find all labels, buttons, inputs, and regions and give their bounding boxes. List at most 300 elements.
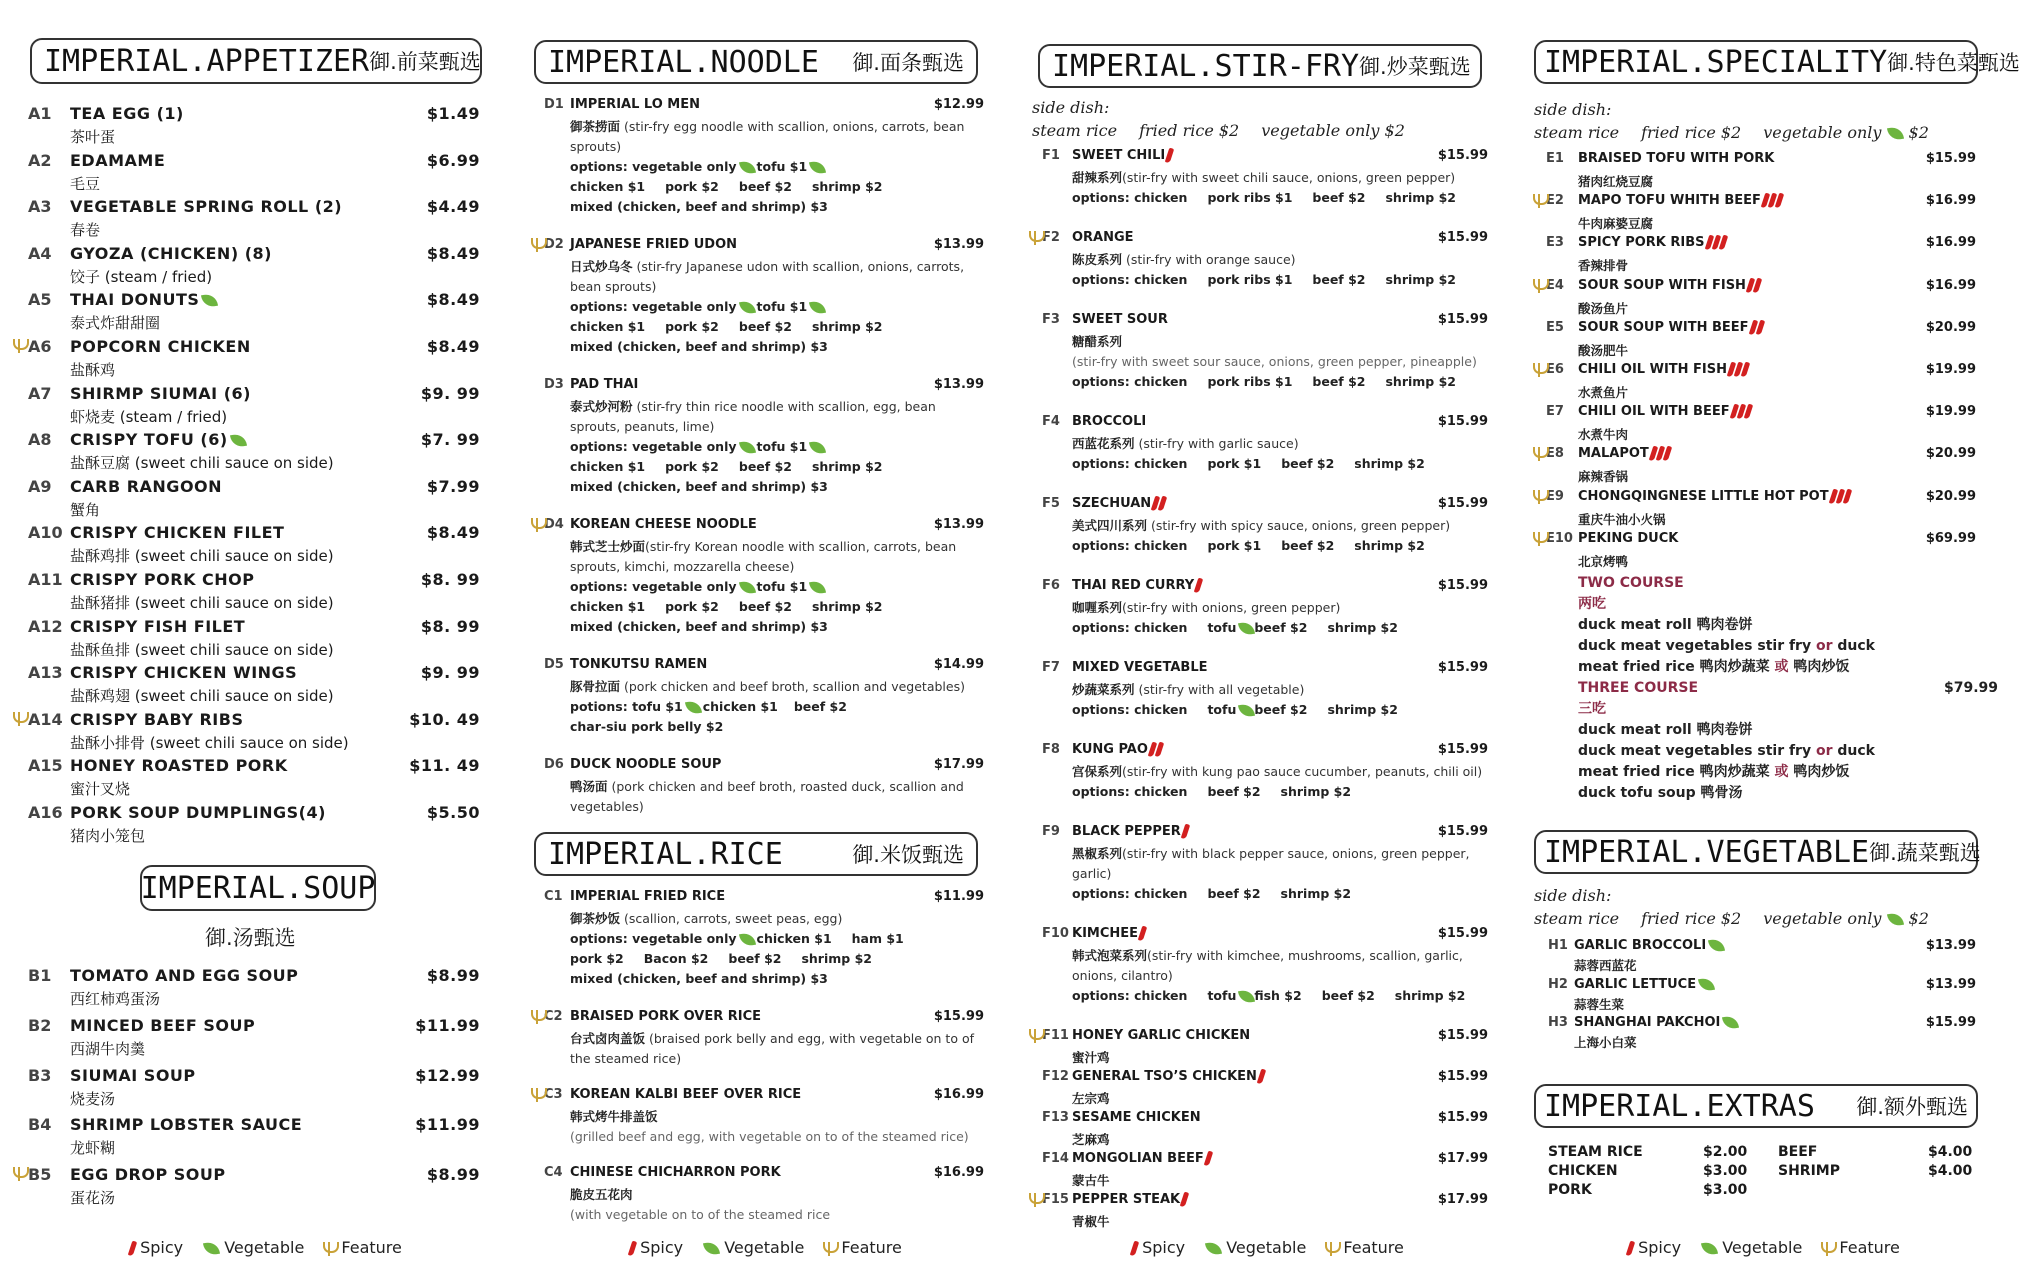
item-name: [1072, 230, 1134, 245]
item-details: [1072, 946, 1492, 1006]
item-name: [70, 384, 251, 403]
item-name: [1578, 489, 1850, 504]
vegetable-icon: [739, 160, 756, 175]
item-name-cn: 台式卤肉盖饭: [570, 1031, 646, 1046]
item-code: F5: [1042, 496, 1060, 511]
option: shrimp $2: [1327, 620, 1398, 635]
vegetable-icon: [739, 932, 756, 947]
item-name-text: PEPPER STEAK: [1072, 1192, 1181, 1207]
item-code: H2: [1548, 976, 1568, 992]
side-vegetable-only: vegetable only: [1763, 909, 1882, 928]
stirfry-title: IMPERIAL.STIR-FRY: [1052, 48, 1360, 84]
item-options: [1072, 618, 1492, 638]
item-code: A4: [28, 243, 52, 263]
item-price: $8.49: [426, 290, 480, 310]
item-name: [70, 244, 272, 263]
side-fried-rice: fried rice $2: [1139, 121, 1240, 140]
feature-icon: [1532, 532, 1546, 546]
item-description: (stir-fry with onions, green pepper): [1122, 600, 1341, 615]
item-details: [570, 1029, 990, 1069]
item-name-cn: 龙虾糊: [70, 1139, 116, 1158]
item-details: [1574, 1033, 1994, 1053]
option: ham $1: [851, 931, 904, 946]
item-details: [1578, 172, 1998, 192]
item-code: D4: [544, 517, 564, 532]
extra-price: $3.00: [1703, 1182, 1748, 1198]
item-code: F1: [1042, 148, 1060, 163]
item-description: (stir-fry egg noodle with scallion, onions, carrots, bean sprouts): [570, 119, 965, 154]
item-price: $8.49: [426, 243, 480, 263]
option: beef $2: [728, 951, 782, 966]
item-description: (stir-fry thin rice noodle with scallion, egg, bean sprouts, peanuts, lime): [570, 399, 936, 434]
item-code: F12: [1042, 1069, 1069, 1084]
item-name-cn: 陈皮系列: [1072, 252, 1123, 267]
option: pork $2: [665, 599, 719, 614]
item-name-cn: 韩式烤牛排盖饭: [570, 1109, 658, 1124]
item-description: (pork chicken and beef broth, roasted duck, scallion and vegetables): [570, 779, 964, 814]
item-name-text: MINCED BEEF SOUP: [70, 1015, 256, 1035]
item-name: [1072, 148, 1172, 163]
item-name: PAD THAI: [570, 377, 639, 392]
side-vegetable-price: $2: [1908, 909, 1929, 928]
item-name-cn: 蟹角: [70, 500, 101, 519]
option: tofu: [1207, 702, 1237, 717]
three-course-label: THREE COURSE: [1578, 680, 1699, 696]
item-name-cn: 鸭汤面: [570, 779, 608, 794]
item-details: [1578, 341, 1998, 361]
option: shrimp $2: [1354, 538, 1425, 553]
item-name-text: CRISPY CHICKEN WINGS: [70, 663, 298, 683]
three-course-label-cn: 三吃: [1578, 701, 1606, 717]
item-name: [1072, 660, 1207, 675]
feature-icon: [1324, 1242, 1338, 1256]
vegetable-icon: [739, 300, 756, 315]
item-name-cn: 盐酥鸡翅 (sweet chili sauce on side): [70, 687, 334, 706]
item-price: $69.99: [1925, 530, 1976, 546]
item-name-cn: 上海小白菜: [1574, 1035, 1637, 1050]
three-course-line: duck meat roll 鸭肉卷饼: [1578, 722, 1753, 738]
item-name-text: BRAISED TOFU WITH PORK: [1578, 151, 1775, 166]
item-name: [70, 1066, 196, 1085]
item-price: $10. 49: [409, 709, 480, 729]
option: beef $2: [1281, 538, 1335, 553]
item-name-cn: 猪肉小笼包: [70, 827, 146, 845]
item-code: B2: [28, 1015, 52, 1035]
item-name-text: SWEET CHILI: [1072, 148, 1166, 163]
item-code: F10: [1042, 926, 1069, 941]
item-code: E8: [1546, 446, 1564, 462]
item-price: $13.99: [933, 377, 984, 392]
item-name: [70, 1165, 226, 1184]
option: options: chicken: [1072, 702, 1188, 717]
item-name: [1072, 1151, 1211, 1166]
feature-icon: [530, 1010, 544, 1024]
item-name: [1072, 824, 1188, 839]
item-name: [1574, 938, 1724, 953]
item-name-text: THAI RED CURRY: [1072, 578, 1195, 593]
item-price: $13.99: [933, 517, 984, 532]
item-name-cn: 青椒牛: [1072, 1214, 1110, 1229]
side-dish-label: side dish:: [1032, 98, 1110, 117]
item-price: $13.99: [933, 237, 984, 252]
item-details: [1578, 467, 1998, 487]
option: shrimp $2: [811, 179, 883, 194]
option: pork $2: [570, 951, 624, 966]
item-name-cn: 左宗鸡: [1072, 1091, 1110, 1106]
item-details: [1072, 332, 1492, 392]
option: beef $2: [738, 599, 792, 614]
item-details: [570, 909, 990, 989]
option: options: vegetable only: [570, 439, 737, 454]
item-options: [1072, 188, 1492, 208]
extra-price: $4.00: [1928, 1144, 1973, 1160]
vegetable-icon: [1701, 1241, 1718, 1256]
item-price: $9. 99: [420, 663, 480, 683]
item-name-cn: 盐酥鸡排 (sweet chili sauce on side): [70, 547, 334, 566]
noodle-title-cn: 御.面条甄选: [852, 51, 964, 75]
item-name-text: GARLIC LETTUCE: [1574, 976, 1697, 992]
item-name: [70, 104, 184, 123]
item-code: H3: [1548, 1015, 1568, 1030]
item-name-cn: 虾烧麦 (steam / fried): [70, 407, 228, 426]
option: beef $2: [1207, 886, 1261, 901]
item-price: $15.99: [1437, 230, 1488, 245]
item-price: $15.99: [1925, 151, 1976, 166]
item-name-text: CRISPY FISH FILET: [70, 616, 246, 636]
item-code: A3: [28, 197, 52, 217]
speciality-side-dish: [1534, 98, 1951, 144]
item-price: $12.99: [415, 1065, 480, 1085]
item-name-text: SIUMAI SOUP: [70, 1065, 196, 1085]
extra-name: PORK: [1548, 1182, 1592, 1198]
option: shrimp $2: [1385, 190, 1456, 205]
item-name-text: TOMATO AND EGG SOUP: [70, 966, 299, 985]
option: tofu $1: [756, 299, 808, 314]
item-code: E7: [1546, 404, 1564, 420]
item-price: $13.99: [1925, 938, 1976, 953]
vegetable-icon: [1698, 976, 1715, 991]
item-options: [1072, 700, 1492, 720]
option: options: chicken: [1072, 538, 1188, 553]
feature-icon: [1532, 194, 1546, 208]
item-name-text: VEGETABLE SPRING ROLL (2): [70, 197, 343, 217]
feature-icon: [1028, 231, 1042, 245]
chili-icon: [1626, 1241, 1635, 1257]
feature-icon: [1532, 363, 1546, 377]
item-name: [70, 430, 246, 449]
extra-name: STEAM RICE: [1548, 1144, 1643, 1160]
option: shrimp $2: [1385, 374, 1456, 389]
item-name-cn: 茶叶蛋: [70, 128, 116, 146]
item-name: [70, 710, 243, 729]
speciality-title: IMPERIAL.SPECIALITY: [1544, 44, 1888, 80]
item-name: [70, 617, 245, 636]
item-name-cn: 春卷: [70, 221, 101, 240]
item-options: mixed (chicken, beef and shrimp) $3: [570, 971, 828, 986]
item-details: [1072, 168, 1492, 208]
stirfry-header: [1038, 44, 1482, 88]
item-name: BRAISED PORK OVER RICE: [570, 1009, 762, 1024]
item-name-text: MONGOLIAN BEEF: [1072, 1151, 1204, 1166]
item-code: F14: [1042, 1151, 1069, 1166]
vegetable-icon: [809, 160, 826, 175]
item-options: [570, 177, 990, 197]
item-details: [1574, 995, 1994, 1015]
option: shrimp $2: [1327, 702, 1398, 717]
two-course-label: TWO COURSE: [1578, 575, 1684, 591]
extra-name: BEEF: [1778, 1144, 1818, 1160]
item-options: [570, 577, 990, 597]
vegetable-icon: [809, 580, 826, 595]
item-description: (with vegetable on to of the steamed rice: [570, 1207, 831, 1222]
item-name-text: CRISPY BABY RIBS: [70, 709, 244, 729]
chili-icon: [1194, 578, 1203, 594]
item-name-text: CHILI OIL WITH FISH: [1578, 362, 1728, 377]
item-options: [1072, 372, 1492, 392]
item-options: [570, 317, 990, 337]
item-price: $15.99: [1437, 742, 1488, 757]
item-name-cn: 酸汤鱼片: [1578, 300, 1629, 316]
item-description: (stir-fry with sweet sour sauce, onions, green pepper, pineapple): [1072, 354, 1477, 369]
option: beef $2: [738, 179, 792, 194]
item-price: $15.99: [1437, 148, 1488, 163]
option: beef $2: [1254, 620, 1308, 635]
vegetable-icon: [809, 440, 826, 455]
item-name-cn: 韩式芝士炒面: [570, 539, 646, 554]
option: shrimp $2: [811, 459, 883, 474]
option: chicken $1: [702, 699, 778, 714]
soup-title-cn: 御.汤甄选: [205, 926, 296, 950]
item-name-cn: 毛豆: [70, 174, 101, 193]
item-price: $4.49: [426, 197, 480, 217]
option: chicken $1: [570, 179, 646, 194]
vegetable-icon: [703, 1241, 720, 1256]
item-name-cn: 酸汤肥牛: [1578, 342, 1629, 358]
item-name: [1578, 446, 1670, 461]
option: tofu $1: [756, 159, 808, 174]
item-price: $11.99: [415, 1115, 480, 1135]
vegetable-icon: [1205, 1241, 1222, 1256]
extra-price: $4.00: [1928, 1163, 1973, 1179]
side-dish-label: side dish:: [1534, 886, 1612, 905]
item-name-cn: 盐酥猪排 (sweet chili sauce on side): [70, 594, 334, 612]
item-name: [1072, 742, 1162, 757]
item-name: KOREAN KALBI BEEF OVER RICE: [570, 1087, 802, 1102]
item-price: $17.99: [933, 757, 984, 772]
item-details: [1578, 510, 1998, 530]
item-name-cn: 芝麻鸡: [1072, 1132, 1110, 1147]
item-options: [1072, 782, 1492, 802]
item-code: E9: [1546, 488, 1564, 504]
item-description: (scallion, carrots, sweet peas, egg): [620, 911, 843, 926]
item-price: $16.99: [933, 1165, 984, 1180]
option: tofu $1: [756, 579, 808, 594]
extra-name: SHRIMP: [1778, 1163, 1840, 1179]
option: shrimp $2: [1280, 886, 1352, 901]
item-code: D1: [544, 97, 564, 112]
item-details: [1574, 956, 1994, 976]
feature-icon: [12, 339, 26, 353]
item-name-cn: 蜜汁鸡: [1072, 1050, 1110, 1065]
noodle-header: [534, 40, 978, 84]
item-name-cn: 脆皮五花肉: [570, 1187, 633, 1202]
item-name-text: BLACK PEPPER: [1072, 824, 1181, 839]
option: shrimp $2: [1354, 456, 1425, 471]
item-description: (stir-fry with garlic sauce): [1134, 436, 1299, 451]
item-price: $15.99: [1437, 1028, 1488, 1043]
item-code: A16: [28, 803, 63, 822]
item-code: A2: [28, 150, 52, 170]
chili-icon: [128, 1241, 137, 1257]
feature-icon: [530, 238, 544, 252]
item-name: [1578, 531, 1678, 546]
two-course-line: duck meat roll 鸭肉卷饼: [1578, 617, 1753, 633]
item-price: $15.99: [1437, 660, 1488, 675]
item-price: $8.49: [426, 523, 480, 543]
item-details: [1072, 1212, 1492, 1232]
item-price: $12.99: [933, 97, 984, 112]
item-name: IMPERIAL FRIED RICE: [570, 889, 726, 904]
item-name-text: CARB RANGOON: [70, 476, 223, 496]
item-price: $20.99: [1925, 319, 1976, 335]
legend: Spicy Vegetable Feature: [1626, 1238, 1918, 1257]
option: beef $2: [1312, 374, 1366, 389]
item-code: D6: [544, 757, 564, 772]
rice-title: IMPERIAL.RICE: [548, 836, 783, 872]
item-name-cn: 泰式炸甜甜圈: [70, 314, 161, 333]
item-code: F9: [1042, 824, 1060, 839]
soup-title: IMPERIAL.SOUP: [140, 870, 376, 906]
item-name-cn: 甜辣系列: [1072, 170, 1123, 185]
item-details: [570, 1107, 990, 1147]
item-name: [1072, 578, 1201, 593]
option: pork $2: [665, 319, 719, 334]
item-code: F2: [1042, 230, 1060, 245]
side-steam-rice: steam rice: [1534, 909, 1620, 928]
item-name-cn: 西红柿鸡蛋汤: [70, 990, 161, 1008]
item-details: [570, 397, 990, 497]
item-code: H1: [1548, 938, 1568, 953]
item-details: [1578, 552, 1998, 572]
item-code: F15: [1042, 1192, 1069, 1207]
item-name-cn: 重庆牛油小火锅: [1578, 511, 1666, 527]
item-name-cn: 御茶炒饭: [570, 911, 621, 926]
item-price: $9. 99: [420, 383, 480, 403]
item-details: [1072, 250, 1492, 290]
item-price: $16.99: [1925, 277, 1976, 293]
item-price: $15.99: [1437, 1110, 1488, 1125]
item-details: [1072, 1171, 1492, 1191]
item-name-text: CHONGQINGNESE LITTLE HOT POT: [1578, 488, 1829, 504]
item-details: [1072, 434, 1492, 474]
peking-duck-courses: [1578, 573, 1998, 804]
rice-title-cn: 御.米饭甄选: [852, 843, 964, 867]
item-name: [70, 290, 217, 309]
option: options: chicken: [1072, 988, 1188, 1003]
item-name: [1072, 414, 1146, 429]
item-name: [1578, 320, 1763, 335]
item-code: D2: [544, 237, 564, 252]
vegetable-icon: [739, 440, 756, 455]
item-name-text: SESAME CHICKEN: [1072, 1110, 1201, 1125]
item-name: [70, 337, 251, 356]
item-price: $15.99: [1437, 312, 1488, 327]
option: shrimp $2: [801, 951, 872, 966]
vegetable-icon: [1722, 1015, 1739, 1030]
item-price: $8. 99: [420, 570, 480, 589]
option: shrimp $2: [1394, 988, 1466, 1003]
item-name-cn: 盐酥鱼排 (sweet chili sauce on side): [70, 640, 334, 659]
item-code: A7: [28, 383, 52, 403]
item-code: F13: [1042, 1110, 1069, 1125]
item-details: [1072, 762, 1492, 802]
item-name-text: CRISPY TOFU (6): [70, 430, 228, 450]
item-code: E4: [1546, 277, 1564, 293]
option: beef $2: [1312, 272, 1366, 287]
extras-title: IMPERIAL.EXTRAS: [1544, 1088, 1815, 1124]
item-code: F8: [1042, 742, 1060, 757]
item-name: [1072, 1028, 1250, 1043]
item-name-text: GARLIC BROCCOLI: [1574, 938, 1707, 953]
two-course-line: meat fried rice 鸭肉炒蔬菜 或 鸭肉炒饭: [1578, 659, 1850, 675]
item-price: $16.99: [1925, 193, 1976, 209]
extras-header: [1534, 1084, 1978, 1128]
item-price: $11.99: [415, 1015, 480, 1035]
appetizer-header: [30, 38, 482, 84]
item-name-text: ORANGE: [1072, 230, 1134, 245]
item-price: $15.99: [1925, 1015, 1976, 1030]
item-price: $13.99: [1925, 976, 1976, 992]
item-code: A10: [28, 523, 63, 543]
item-code: F11: [1042, 1028, 1069, 1043]
item-options: [570, 437, 990, 457]
item-price: $19.99: [1925, 404, 1976, 420]
item-price: $8.49: [426, 337, 480, 356]
item-code: B5: [28, 1165, 52, 1185]
item-name-text: SOUR SOUP WITH FISH: [1578, 277, 1746, 293]
feature-icon: [322, 1242, 336, 1256]
item-price: $8.99: [426, 1165, 480, 1185]
option: Bacon $2: [643, 951, 709, 966]
option: shrimp $2: [1385, 272, 1456, 287]
item-options: mixed (chicken, beef and shrimp) $3: [570, 339, 828, 354]
item-name-text: SOUR SOUP WITH BEEF: [1578, 319, 1749, 335]
item-name: [70, 570, 255, 589]
item-code: C3: [544, 1087, 563, 1102]
item-price: $5.50: [426, 803, 480, 822]
item-details: [1578, 383, 1998, 403]
item-price: $19.99: [1925, 362, 1976, 377]
item-code: D5: [544, 657, 564, 672]
item-code: F7: [1042, 660, 1060, 675]
vegetable-icon: [685, 700, 702, 715]
feature-icon: [530, 518, 544, 532]
option: tofu: [1207, 988, 1237, 1003]
item-name: [1578, 278, 1760, 293]
chili-icon: [1138, 926, 1147, 942]
item-code: B3: [28, 1065, 52, 1085]
three-course-line: duck tofu soup 鸭骨汤: [1578, 785, 1743, 801]
option: beef $2: [1312, 190, 1366, 205]
item-name: [70, 1016, 255, 1035]
item-code: E1: [1546, 151, 1564, 166]
item-name-cn: 美式四川系列: [1072, 518, 1148, 533]
option: options: chicken: [1072, 456, 1188, 471]
option: potions: tofu $1: [570, 699, 683, 714]
item-price: $15.99: [933, 1009, 984, 1024]
item-name-cn: 盐酥鸡: [70, 361, 116, 379]
item-name-text: PEKING DUCK: [1578, 530, 1679, 546]
